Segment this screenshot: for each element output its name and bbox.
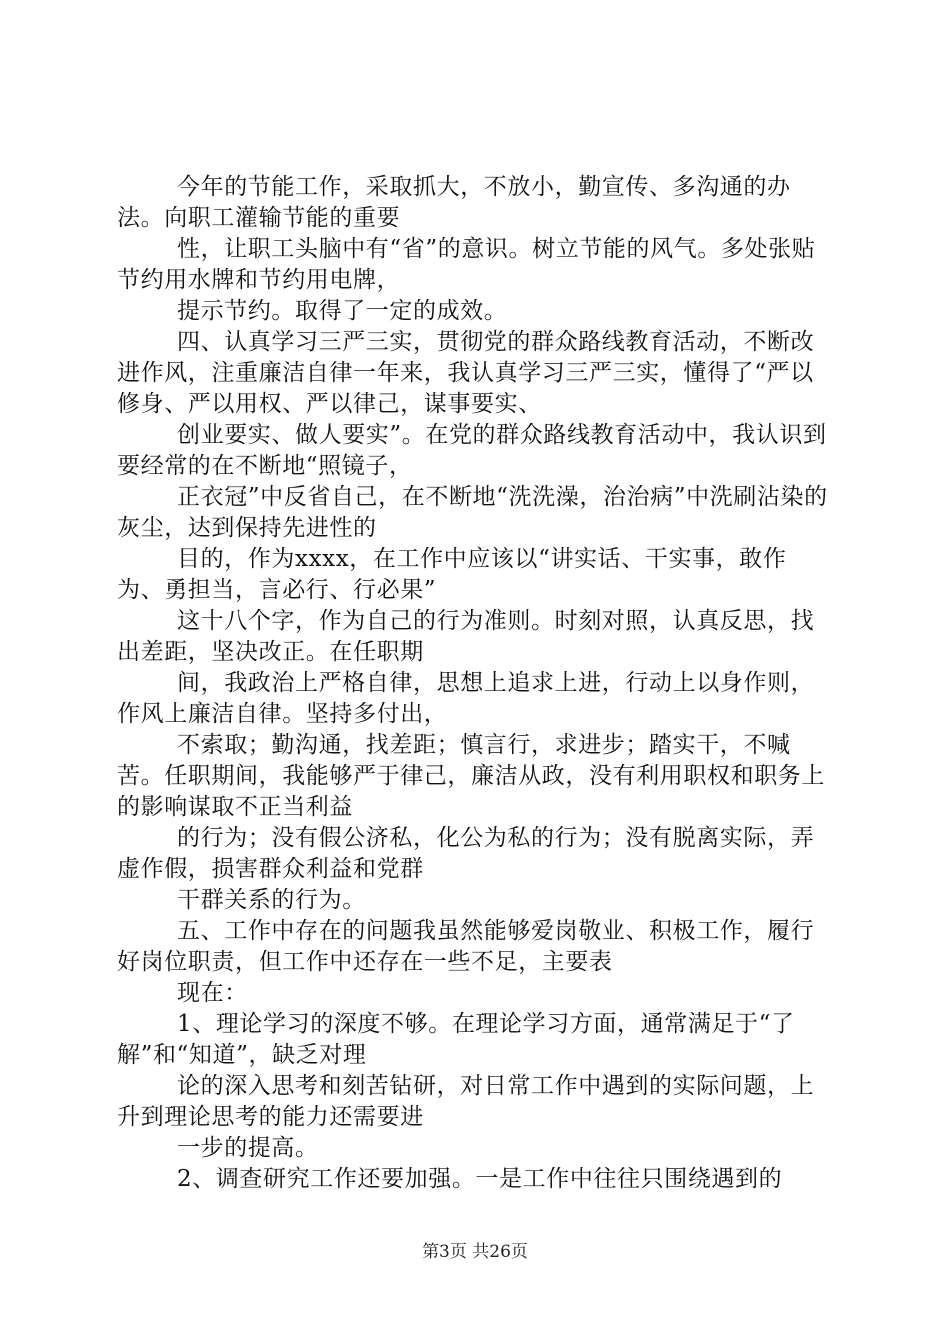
paragraph: 正衣冠”中反省自己，在不断地“洗洗澡，治治病”中洗刷沾染的灰尘，达到保持先进性的 <box>117 484 828 541</box>
document-body <box>117 172 833 1195</box>
paragraph: 论的深入思考和刻苦钻研，对日常工作中遇到的实际问题，上升到理论思考的能力还需要进 <box>117 1073 815 1130</box>
paragraph: 干群关系的行为。 <box>177 887 366 913</box>
page-footer <box>0 1241 950 1263</box>
paragraph: 不索取；勤沟通，找差距；慎言行，求进步；踏实干，不喊苦。任职期间，我能够严于律己，廉洁从政，没有利用职权和职务上的影响谋取不正当利益 <box>117 732 825 820</box>
paragraph: 的行为；没有假公济私，化公为私的行为；没有脱离实际，弄虚作假，损害群众利益和党群 <box>117 825 815 882</box>
paragraph: 创业要实、做人要实”。在党的群众路线教育活动中，我认识到要经常的在不断地“照镜子， <box>117 422 827 479</box>
paragraph: 四、认真学习三严三实，贯彻党的群众路线教育活动，不断改进作风，注重廉洁自律一年来，我认真学习三严三实，懂得了“严以修身、严以用权、严以律己，谋事要实、 <box>117 329 815 417</box>
paragraph: 间，我政治上严格自律，思想上追求上进，行动上以身作则，作风上廉洁自律。坚持多付出， <box>117 670 815 727</box>
paragraph: 提示节约。取得了一定的成效。 <box>177 298 508 324</box>
paragraph: 1、理论学习的深度不够。在理论学习方面，通常满足于“了解”和“知道”，缺乏对理 <box>117 1011 795 1068</box>
paragraph: 一步的提高。 <box>177 1135 319 1161</box>
paragraph: 五、工作中存在的问题我虽然能够爱岗敬业、积极工作，履行好岗位职责，但工作中还存在一些不足，主要表 <box>117 918 815 975</box>
paragraph: 这十八个字，作为自己的行为准则。时刻对照，认真反思，找出差距，坚决改正。在任职期 <box>117 608 815 665</box>
paragraph: 2、调查研究工作还要加强。一是工作中往往只围绕遇到的 <box>177 1166 783 1192</box>
paragraph: 今年的节能工作，采取抓大，不放小，勤宣传、多沟通的办法。向职工灌输节能的重要 <box>117 174 791 231</box>
page-number-label: 第3页 共26页 <box>422 1242 528 1262</box>
paragraph: 现在： <box>177 980 248 1006</box>
paragraph: 性，让职工头脑中有“省”的意识。树立节能的风气。多处张贴节约用水牌和节约用电牌， <box>117 236 816 293</box>
paragraph: 目的，作为xxxx，在工作中应该以“讲实话、干实事，敢作为、勇担当，言必行、行必果” <box>117 546 787 603</box>
